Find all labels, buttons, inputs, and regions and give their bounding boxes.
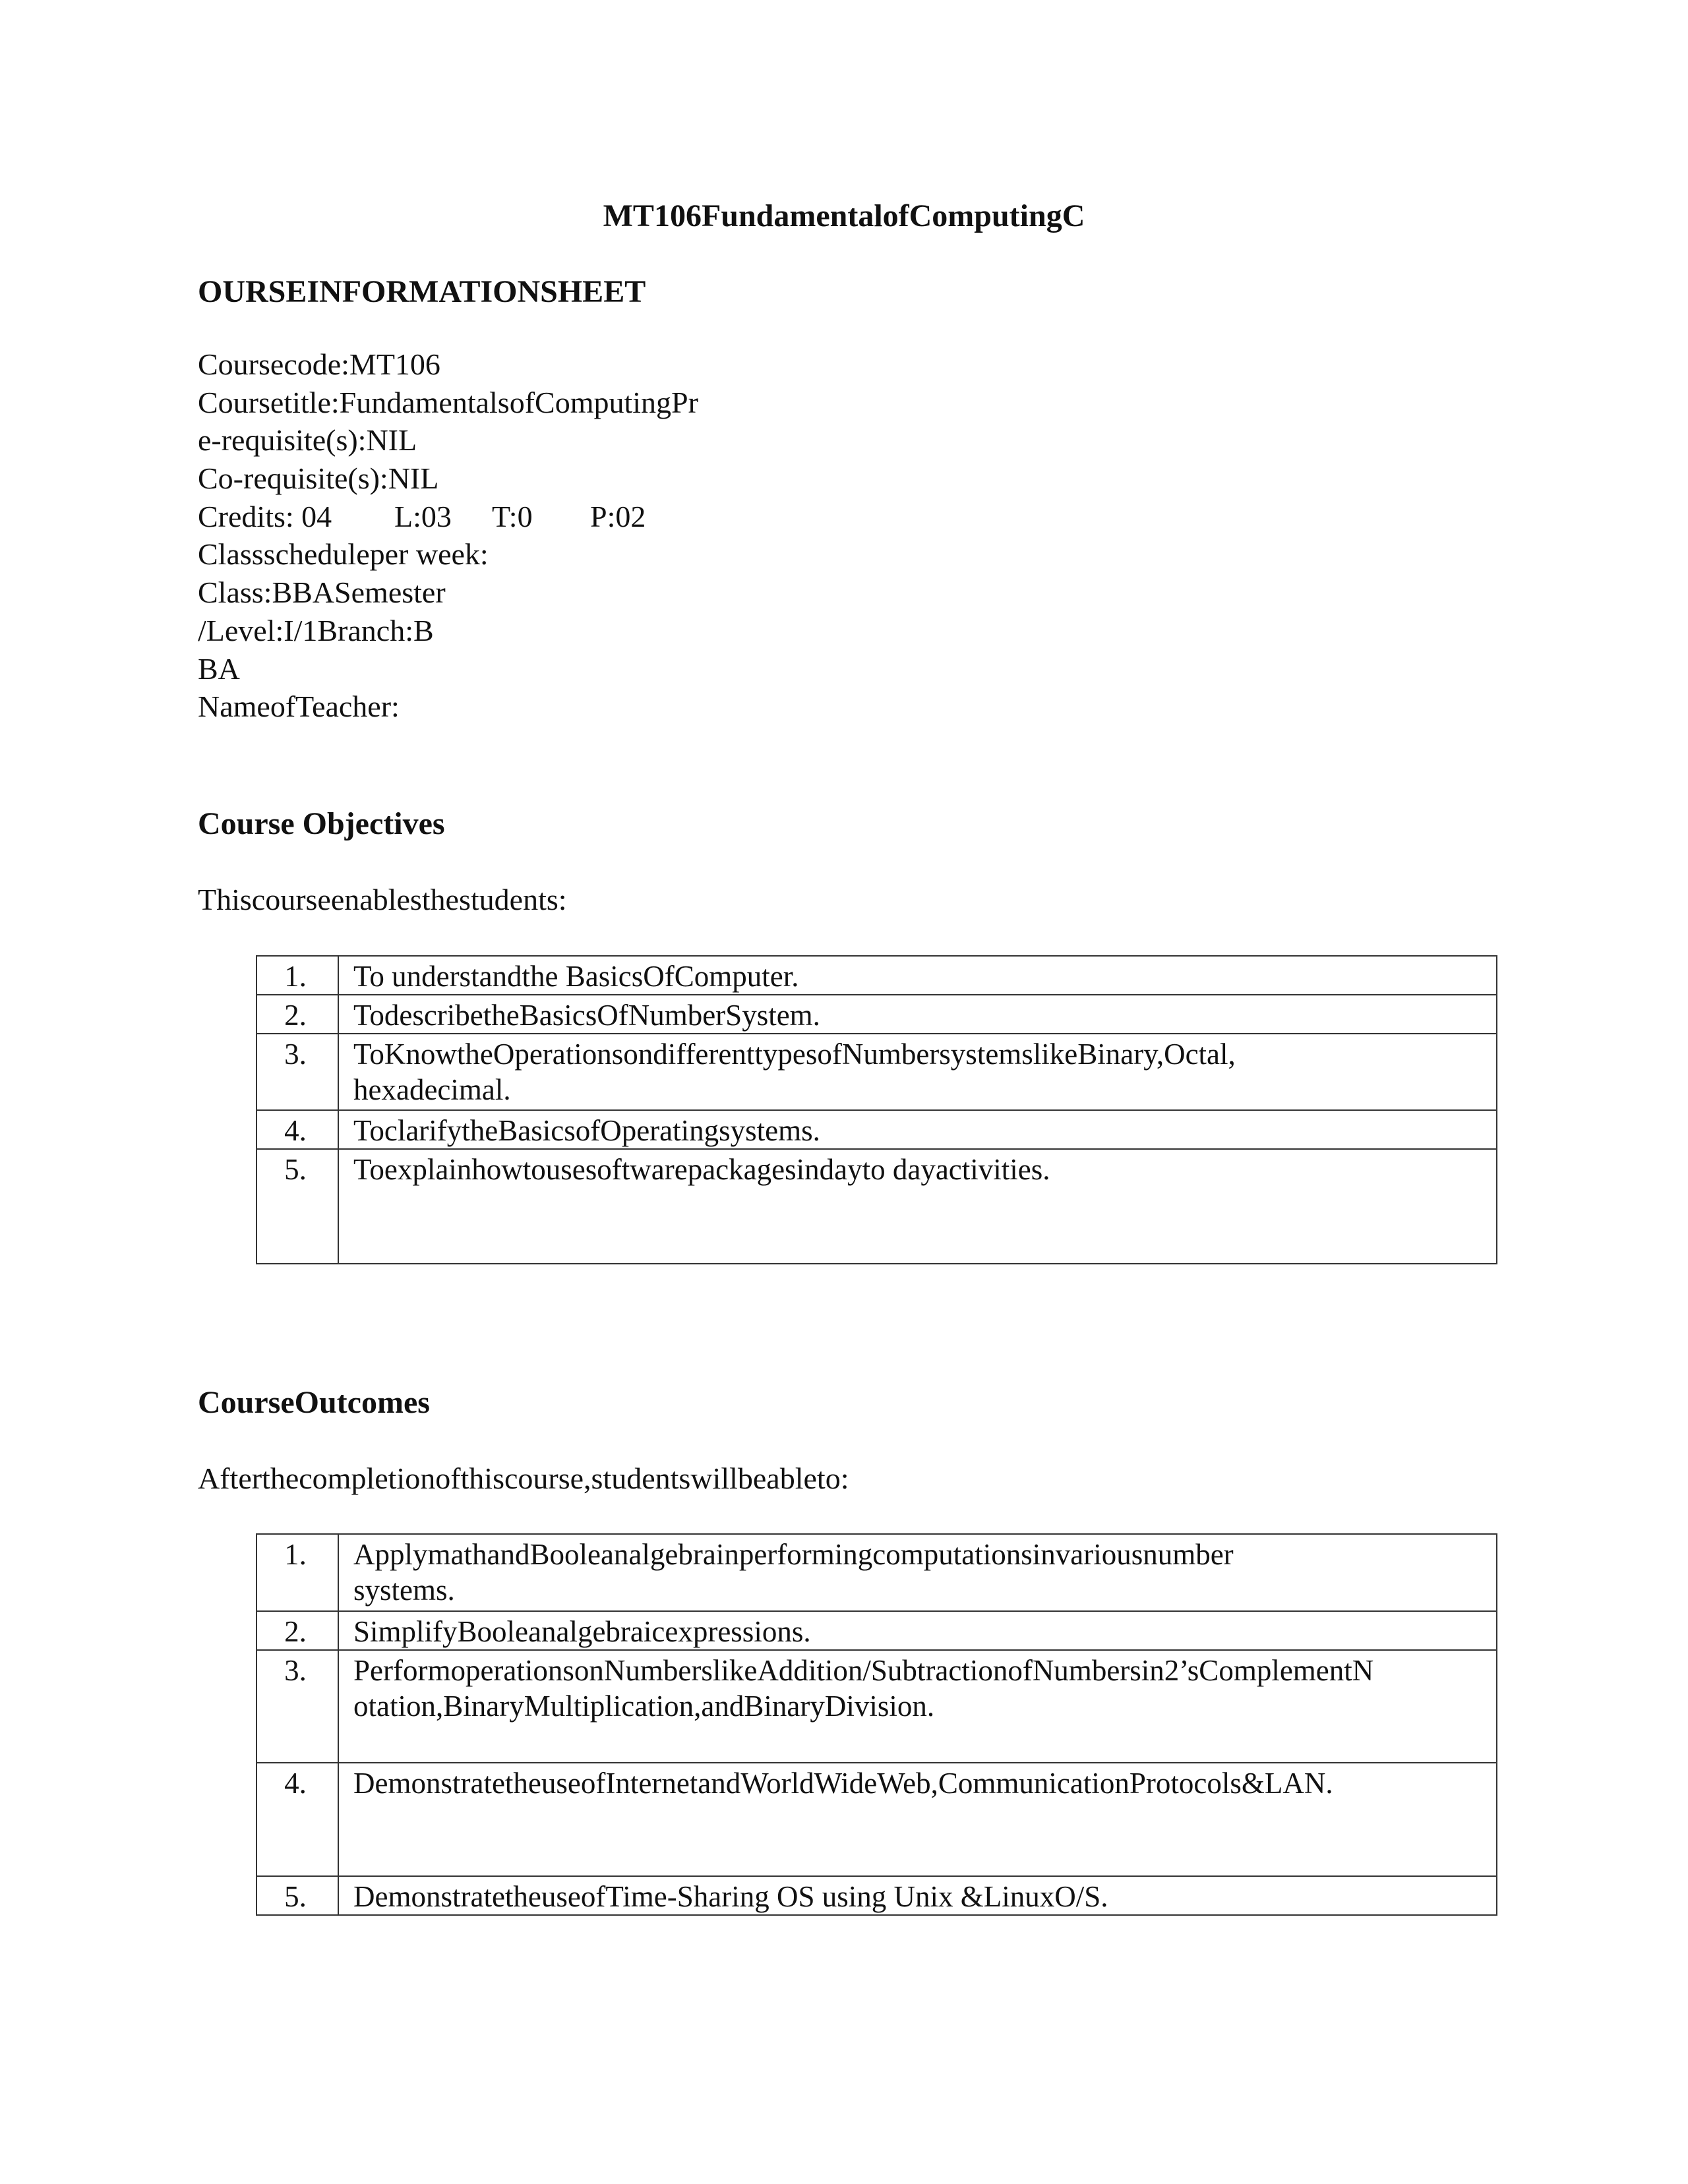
prerequisite: e-requisite(s):NIL [198,423,417,457]
objective-text: ToclarifytheBasicsofOperatingsystems. [338,1110,1497,1149]
table-row [256,1034,1497,1110]
objective-text-line: ToKnowtheOperationsondifferenttypesofNumbersystemslikeBinary,Octal, [353,1038,1236,1071]
objectives-intro: Thiscourseenablesthestudents: [198,883,567,916]
outcome-text-line: systems. [353,1574,455,1607]
teacher-name: NameofTeacher: [198,690,400,724]
course-title: Coursetitle:FundamentalsofComputingPr [198,385,698,419]
outcome-number: 2. [256,1611,338,1650]
corequisite: Co-requisite(s):NIL [198,461,439,496]
outcome-text-line: PerformoperationsonNumberslikeAddition/SubtractionofNumbersin2’sComplementN [353,1654,1374,1687]
credits-line [198,498,698,536]
objective-text-line: hexadecimal. [353,1073,511,1106]
outcome-text: DemonstratetheuseofInternetandWorldWideWeb,CommunicationProtocols&LAN. [338,1763,1497,1876]
document-title: MT106FundamentalofComputingC [603,198,1085,233]
objective-text: Toexplainhowtousesoftwarepackagesindayto dayactivities. [338,1149,1497,1264]
objective-number: 4. [256,1110,338,1149]
class-semester: Class:BBASemester [198,576,446,610]
outcome-text [338,1650,1497,1763]
table-row [256,995,1497,1034]
objective-number: 2. [256,995,338,1034]
outcome-text: DemonstratetheuseofTime-Sharing OS using Unix &LinuxO/S. [338,1876,1497,1915]
objective-number: 1. [256,956,338,995]
credits: Credits: 04 [198,499,332,533]
objectives-heading: Course Objectives [198,806,445,841]
objective-text: To understandthe BasicsOfComputer. [338,956,1497,995]
tutorial-hours: T:0 [492,499,533,533]
table-row [256,1763,1497,1876]
outcomes-heading: CourseOutcomes [198,1385,430,1420]
table-row [256,1534,1497,1611]
level-branch: /Level:I/1Branch:B [198,613,434,647]
objective-text: TodescribetheBasicsOfNumberSystem. [338,995,1497,1034]
table-row [256,1650,1497,1763]
objective-number: 3. [256,1034,338,1110]
outcome-text: SimplifyBooleanalgebraicexpressions. [338,1611,1497,1650]
outcomes-table [256,1533,1497,1916]
practical-hours: P:02 [590,499,646,533]
table-row [256,1611,1497,1650]
outcome-number: 5. [256,1876,338,1915]
outcome-text [338,1534,1497,1611]
objective-number: 5. [256,1149,338,1264]
objectives-table [256,955,1497,1264]
outcome-text-line: ApplymathandBooleanalgebrainperformingcomputationsinvariousnumber [353,1538,1234,1571]
outcome-number: 3. [256,1650,338,1763]
outcome-text-line: otation,BinaryMultiplication,andBinaryDivision. [353,1690,935,1723]
sheet-heading: OURSEINFORMATIONSHEET [198,274,646,309]
table-row [256,1876,1497,1915]
outcomes-intro: Afterthecompletionofthiscourse,studentswillbeableto: [198,1461,849,1495]
branch-continued: BA [198,651,240,686]
course-code: Coursecode:MT106 [198,347,440,381]
lecture-hours: L:03 [394,499,452,533]
table-row [256,1149,1497,1264]
table-row [256,1110,1497,1149]
class-schedule: Classscheduleper week: [198,537,489,572]
outcome-number: 1. [256,1534,338,1611]
table-row [256,956,1497,995]
outcome-number: 4. [256,1763,338,1876]
course-info-block [198,345,698,726]
objective-text [338,1034,1497,1110]
